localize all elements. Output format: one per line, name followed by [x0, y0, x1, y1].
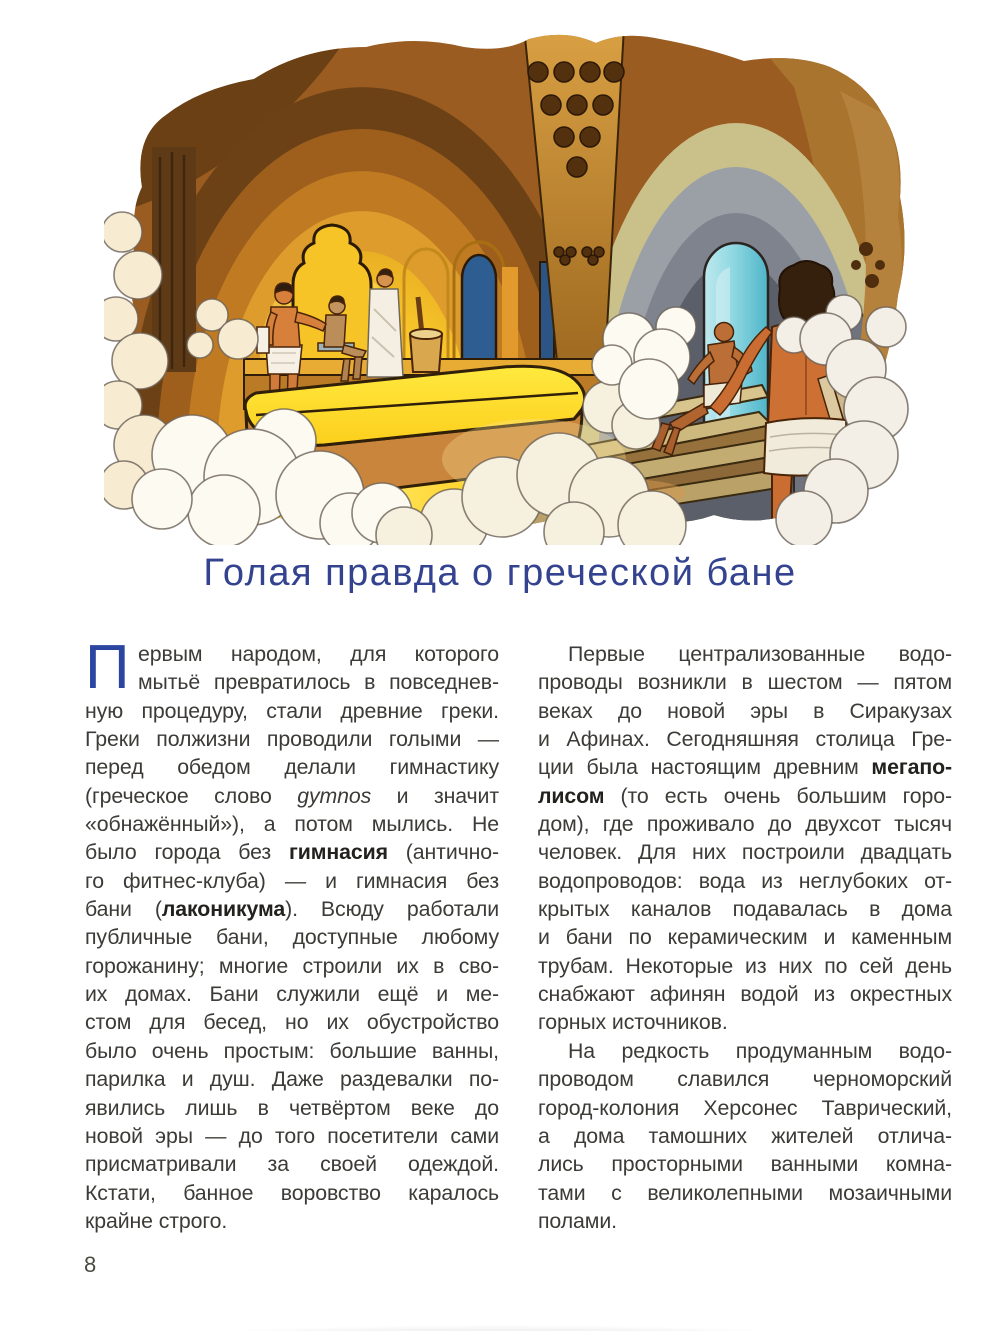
text-line: го фитнес-клуба) — и гимнасия без	[85, 868, 499, 893]
text-line: горных источников.	[538, 1010, 728, 1035]
text-line: новой эры — до того посетители сами	[85, 1123, 499, 1148]
page-edge-shadow	[0, 1319, 1000, 1331]
text-line: трубам. Некоторые из них по сей день	[538, 953, 952, 978]
text-line: мытьё превратилось в повседнев-	[138, 670, 499, 695]
text-line: человек. Для них построили двадцать	[538, 840, 952, 865]
text-line: город-колония Херсонес Таврический,	[538, 1095, 952, 1120]
text-line: полами.	[538, 1208, 617, 1233]
text-line: лисом (то есть очень большим горо-	[538, 783, 952, 808]
text-line: стом для бесед, но их обустройство	[85, 1010, 499, 1035]
text-line: тами с великолепными мозаичными	[538, 1180, 952, 1205]
text-line: было очень простым: большие ванны,	[85, 1038, 499, 1063]
text-line: веках до новой эры в Сиракузах	[538, 698, 952, 723]
text-line: было города без гимнасия (антично-	[85, 840, 500, 865]
text-line: присматривали за своей одеждой.	[85, 1152, 499, 1177]
text-line: снабжают афинян водой из окрестных	[538, 982, 952, 1007]
text-line: явились лишь в четвёртом веке до	[85, 1095, 499, 1120]
text-line: бани (лаконикума). Всюду работали	[85, 897, 500, 922]
dropcap: П	[85, 633, 130, 702]
text-line: Первые централизованные водо-	[568, 642, 952, 666]
text-line: лись просторными ванными комна-	[538, 1152, 952, 1177]
text-line: водопроводов: вода из неглубоких от-	[538, 868, 952, 893]
text-line: парилка и душ. Даже раздевалки по-	[85, 1067, 499, 1092]
page-title: Голая правда о греческой бане	[203, 552, 797, 594]
text-line: (греческое слово gymnos и значит	[85, 783, 500, 808]
right-column-text	[538, 640, 952, 1235]
left-column-text	[85, 633, 500, 1235]
text-line: проводы возникли в шестом — пятом	[538, 670, 952, 695]
page-number: 8	[84, 1252, 97, 1277]
text-line: «обнажённый»), а потом мылись. Не	[85, 812, 499, 837]
text-line: ную процедуру, стали древние греки.	[85, 698, 499, 723]
text-line: горожанину; многие строили их в сво-	[85, 953, 499, 978]
text-line: публичные бани, доступные любому	[85, 925, 499, 950]
text-line: Греки полжизни проводили голыми —	[85, 727, 499, 752]
right-column	[538, 640, 952, 1235]
text-line: ервым народом, для которого	[138, 642, 499, 666]
text-line: Кстати, банное воровство каралось	[85, 1180, 499, 1205]
bath-illustration-svg	[104, 27, 926, 545]
text-line: их домах. Бани служили ещё и ме-	[85, 982, 499, 1007]
text-line: а дома тамошних жителей отлича-	[538, 1123, 952, 1148]
text-line: крайне строго.	[85, 1208, 228, 1233]
text-line: ции была настоящим древним мегапо-	[538, 755, 952, 780]
text-line: дом), где проживало до двухсот тысяч	[538, 812, 952, 837]
text-line: крытых каналов подавалась в дома	[538, 897, 952, 922]
bath-illustration	[104, 27, 926, 545]
text-line: проводом славился черноморский	[538, 1067, 952, 1092]
text-line: На редкость продуманным водо-	[568, 1038, 952, 1063]
text-line: перед обедом делали гимнастику	[85, 755, 499, 780]
text-line: и Афинах. Сегодняшняя столица Гре-	[538, 727, 952, 752]
left-column	[85, 633, 500, 1235]
text-line: и бани по керамическим и каменным	[538, 925, 952, 950]
